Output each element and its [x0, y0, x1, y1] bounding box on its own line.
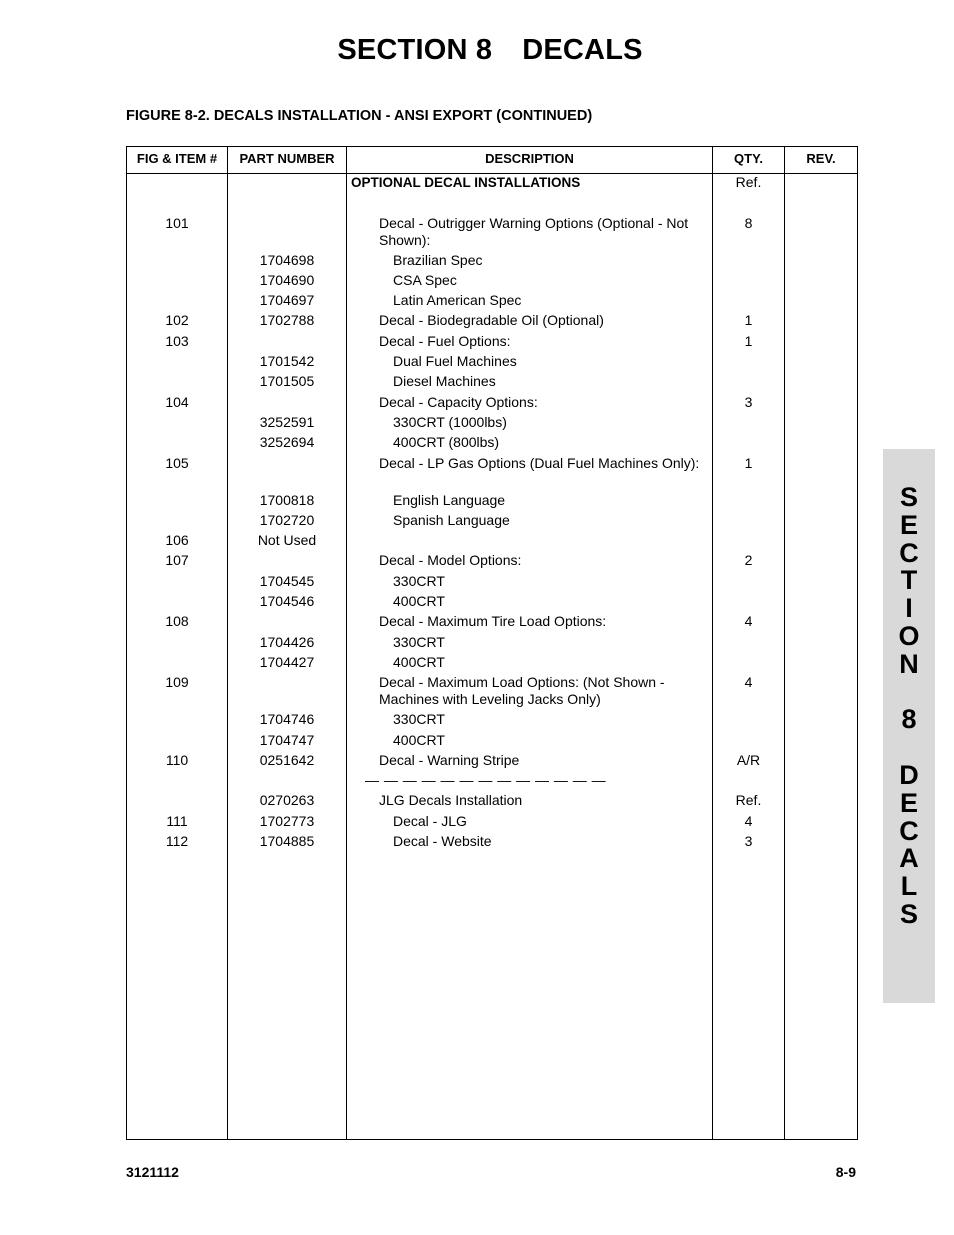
table-row [127, 654, 857, 674]
column-header-description: DESCRIPTION [485, 151, 574, 166]
qty-cell: 3 [744, 393, 753, 410]
table-row [127, 174, 857, 194]
table-row [127, 434, 857, 454]
table-row [127, 674, 857, 711]
table-row [127, 333, 857, 353]
fig-item-cell: 109 [165, 674, 189, 691]
description-cell: OPTIONAL DECAL INSTALLATIONS [351, 175, 581, 190]
table-row [127, 752, 857, 772]
side-tab-letter: A [899, 843, 919, 874]
description-cell: Decal - Model Options: [379, 552, 522, 569]
qty-cell: Ref. [735, 174, 762, 190]
table-row [127, 492, 857, 512]
side-tab-letter: S [899, 482, 918, 512]
fig-item-cell: 111 [166, 812, 188, 829]
separator-dashes: — — — — — — — — — — — — — [365, 772, 607, 789]
part-number-cell: 1700818 [259, 491, 315, 508]
description-cell: Decal - Maximum Tire Load Options: [379, 613, 607, 630]
side-tab-letter [883, 679, 935, 707]
description-cell: Decal - Maximum Load Options: (Not Shown - Machines with Leveling Jacks Only) [379, 674, 665, 708]
part-number-cell: Not Used [257, 532, 317, 549]
description-cell: JLG Decals Installation [379, 792, 523, 809]
side-tab-letter: C [899, 815, 919, 846]
description-cell: Decal - Warning Stripe [379, 751, 520, 768]
column-header-part-number: PART NUMBER [239, 151, 335, 166]
side-tab-letter: T [900, 565, 918, 596]
table-row [127, 732, 857, 752]
qty-cell: 4 [744, 812, 753, 829]
table-row [127, 634, 857, 654]
table-row [127, 613, 857, 633]
description-cell: 330CRT [393, 633, 445, 650]
fig-item-cell: 108 [165, 613, 189, 630]
part-number-cell: 1704545 [259, 572, 315, 589]
side-tab-letter: N [899, 648, 919, 679]
description-cell: Decal - LP Gas Options (Dual Fuel Machines Only): [379, 454, 700, 471]
qty-cell: A/R [736, 751, 761, 768]
fig-item-cell: 102 [165, 312, 189, 329]
qty-cell: 1 [744, 332, 753, 349]
table-body [127, 174, 857, 853]
table-row [127, 833, 857, 853]
table-row [127, 215, 857, 252]
description-cell: Decal - Capacity Options: [379, 393, 538, 410]
table-row [127, 414, 857, 434]
description-cell: Decal - JLG [393, 812, 467, 829]
description-cell: 330CRT (1000lbs) [393, 413, 507, 430]
description-cell: Decal - Biodegradable Oil (Optional) [379, 312, 604, 329]
table-row [127, 573, 857, 593]
qty-cell: 4 [744, 613, 753, 630]
section-name: DECALS [522, 34, 643, 66]
part-number-cell: 1704427 [259, 653, 315, 670]
part-number-cell: 1704546 [259, 593, 315, 610]
side-tab-letter: E [899, 787, 918, 818]
description-cell: 400CRT [393, 653, 445, 670]
description-cell: 400CRT (800lbs) [393, 434, 500, 451]
figure-title: FIGURE 8-2. DECALS INSTALLATION - ANSI EXPORT (CONTINUED) [126, 108, 593, 124]
table-row [127, 394, 857, 414]
parts-table [126, 146, 858, 1140]
table-row [127, 353, 857, 373]
part-number-cell: 0251642 [259, 751, 315, 768]
side-tab-letter: 8 [901, 704, 917, 735]
footer-doc-number: 3121112 [126, 1164, 179, 1180]
part-number-cell: 1704690 [259, 271, 315, 288]
fig-item-cell: 110 [165, 751, 189, 768]
qty-cell: 3 [744, 833, 753, 850]
table-row [127, 312, 857, 332]
part-number-cell: 1701505 [259, 373, 315, 390]
qty-cell: Ref. [735, 792, 762, 809]
description-cell: Decal - Outrigger Warning Options (Optional - Not Shown): [379, 214, 689, 248]
side-tab-letter: E [899, 509, 918, 540]
part-number-cell: 1702788 [259, 312, 315, 329]
fig-item-cell: 101 [165, 214, 189, 231]
column-header-qty: QTY. [734, 151, 763, 166]
fig-item-cell: 104 [165, 393, 189, 410]
fig-item-cell: 112 [165, 833, 189, 850]
side-tab-letter: L [900, 871, 918, 902]
fig-item-cell: 107 [165, 552, 189, 569]
table-row [127, 813, 857, 833]
part-number-cell: 1701542 [259, 353, 315, 370]
table-row [127, 292, 857, 312]
description-cell: 330CRT [393, 711, 445, 728]
description-cell: 400CRT [393, 731, 445, 748]
part-number-cell: 0270263 [259, 792, 315, 809]
column-header-fig-item: FIG & ITEM # [136, 151, 218, 166]
fig-item-cell: 106 [165, 532, 189, 549]
table-row [127, 593, 857, 613]
qty-cell: 2 [744, 552, 753, 569]
description-cell: CSA Spec [393, 271, 457, 288]
table-row [127, 772, 857, 792]
table-row [127, 711, 857, 731]
table-row [127, 512, 857, 532]
qty-cell: 8 [744, 214, 753, 231]
description-cell: English Language [393, 491, 506, 508]
section-side-tab [883, 449, 935, 1003]
fig-item-cell: 103 [165, 332, 189, 349]
description-cell: 330CRT [393, 572, 445, 589]
description-cell: Brazilian Spec [393, 251, 483, 268]
footer-page-number: 8-9 [835, 1164, 856, 1180]
description-cell: Spanish Language [393, 511, 510, 528]
table-row [127, 252, 857, 272]
side-tab-letter [883, 734, 935, 762]
description-cell: Latin American Spec [393, 292, 522, 309]
side-tab-letter: I [905, 593, 913, 624]
table-row [127, 792, 857, 812]
part-number-cell: 1704697 [259, 292, 315, 309]
part-number-cell: 1702720 [259, 511, 315, 528]
table-row [127, 455, 857, 492]
section-label: SECTION 8 [337, 34, 493, 66]
side-tab-letter: O [898, 620, 920, 651]
side-tab-letter: S [899, 898, 918, 929]
qty-cell: 4 [744, 674, 753, 691]
description-cell: Decal - Fuel Options: [379, 332, 511, 349]
table-row [127, 194, 857, 214]
part-number-cell: 1704698 [259, 251, 315, 268]
qty-cell: 1 [744, 312, 753, 329]
part-number-cell: 3252591 [259, 413, 315, 430]
part-number-cell: 1704746 [259, 711, 315, 728]
part-number-cell: 1704426 [259, 633, 315, 650]
qty-cell: 1 [744, 454, 753, 471]
table-row [127, 532, 857, 552]
side-tab-letters [883, 484, 935, 929]
table-row [127, 552, 857, 572]
table-row [127, 373, 857, 393]
fig-item-cell: 105 [165, 454, 189, 471]
part-number-cell: 3252694 [259, 434, 315, 451]
description-cell: 400CRT [393, 593, 445, 610]
description-cell: Decal - Website [393, 833, 492, 850]
part-number-cell: 1704885 [259, 833, 315, 850]
part-number-cell: 1702773 [259, 812, 315, 829]
table-row [127, 272, 857, 292]
part-number-cell: 1704747 [259, 731, 315, 748]
column-header-rev: REV. [806, 151, 836, 166]
description-cell: Diesel Machines [393, 373, 496, 390]
section-title [0, 34, 954, 67]
side-tab-letter: D [899, 759, 919, 790]
description-cell: Dual Fuel Machines [393, 353, 517, 370]
side-tab-letter: C [899, 537, 919, 568]
